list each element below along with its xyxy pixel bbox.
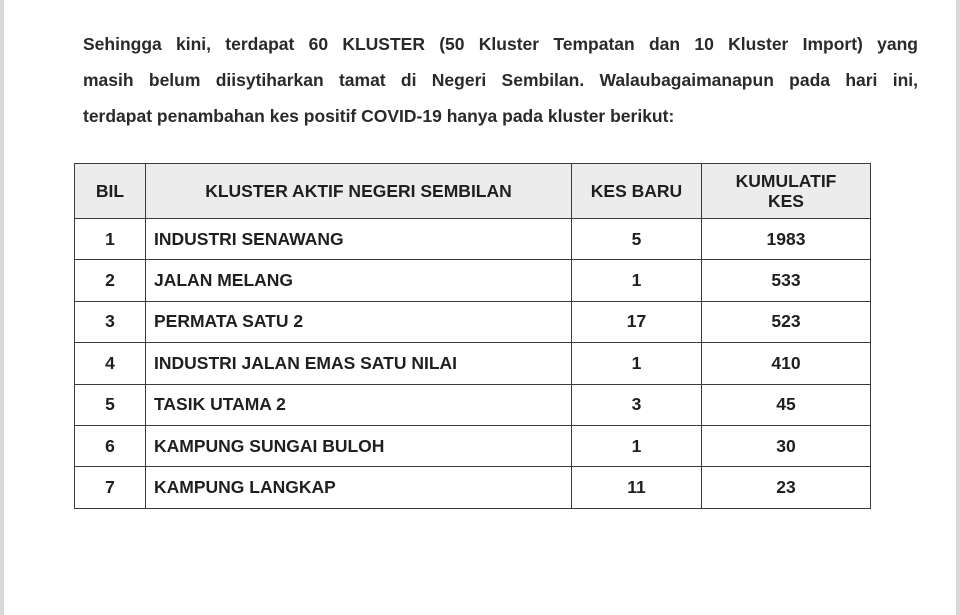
cell-new-cases: 3 [572,384,702,425]
cell-new-cases: 17 [572,301,702,342]
cell-cluster-name: TASIK UTAMA 2 [146,384,572,425]
cell-cluster-name: JALAN MELANG [146,260,572,301]
cell-cumulative: 23 [702,467,871,508]
cell-new-cases: 5 [572,219,702,260]
cell-new-cases: 1 [572,425,702,466]
table-row [75,384,871,425]
table-row [75,467,871,508]
cell-bil: 6 [75,425,146,466]
cell-cumulative: 30 [702,425,871,466]
cell-new-cases: 1 [572,343,702,384]
cell-cumulative: 1983 [702,219,871,260]
cell-bil: 4 [75,343,146,384]
cell-cumulative: 45 [702,384,871,425]
table-row [75,219,871,260]
cell-cluster-name: INDUSTRI JALAN EMAS SATU NILAI [146,343,572,384]
intro-paragraph [83,26,918,134]
cell-cluster-name: PERMATA SATU 2 [146,301,572,342]
cell-new-cases: 11 [572,467,702,508]
cell-bil: 7 [75,467,146,508]
cell-cumulative: 410 [702,343,871,384]
cell-new-cases: 1 [572,260,702,301]
cell-bil: 2 [75,260,146,301]
cell-cumulative: 533 [702,260,871,301]
header-cumulative-line1: KUMULATIF [735,171,837,191]
table-row [75,260,871,301]
cell-cumulative: 523 [702,301,871,342]
table-header-row [75,164,871,219]
header-cumulative-line2: KES [768,191,804,211]
intro-line-1: Sehingga kini, terdapat 60 KLUSTER (50 Kluster Tempatan dan 10 Kluster Import) yang [83,34,918,54]
cell-bil: 1 [75,219,146,260]
table-row [75,301,871,342]
header-bil: BIL [75,164,146,219]
table-row [75,425,871,466]
intro-line-3: terdapat penambahan kes positif COVID-19 hanya pada kluster berikut: [83,106,675,126]
document-page [4,0,956,615]
cell-bil: 3 [75,301,146,342]
header-cluster: KLUSTER AKTIF NEGERI SEMBILAN [146,164,572,219]
header-new-cases: KES BARU [572,164,702,219]
cell-bil: 5 [75,384,146,425]
cluster-table [74,163,871,509]
cell-cluster-name: KAMPUNG SUNGAI BULOH [146,425,572,466]
cell-cluster-name: INDUSTRI SENAWANG [146,219,572,260]
cell-cluster-name: KAMPUNG LANGKAP [146,467,572,508]
table-row [75,343,871,384]
header-cumulative [702,164,871,219]
intro-line-2: masih belum diisytiharkan tamat di Negeri Sembilan. Walaubagaimanapun pada hari ini, [83,70,918,90]
